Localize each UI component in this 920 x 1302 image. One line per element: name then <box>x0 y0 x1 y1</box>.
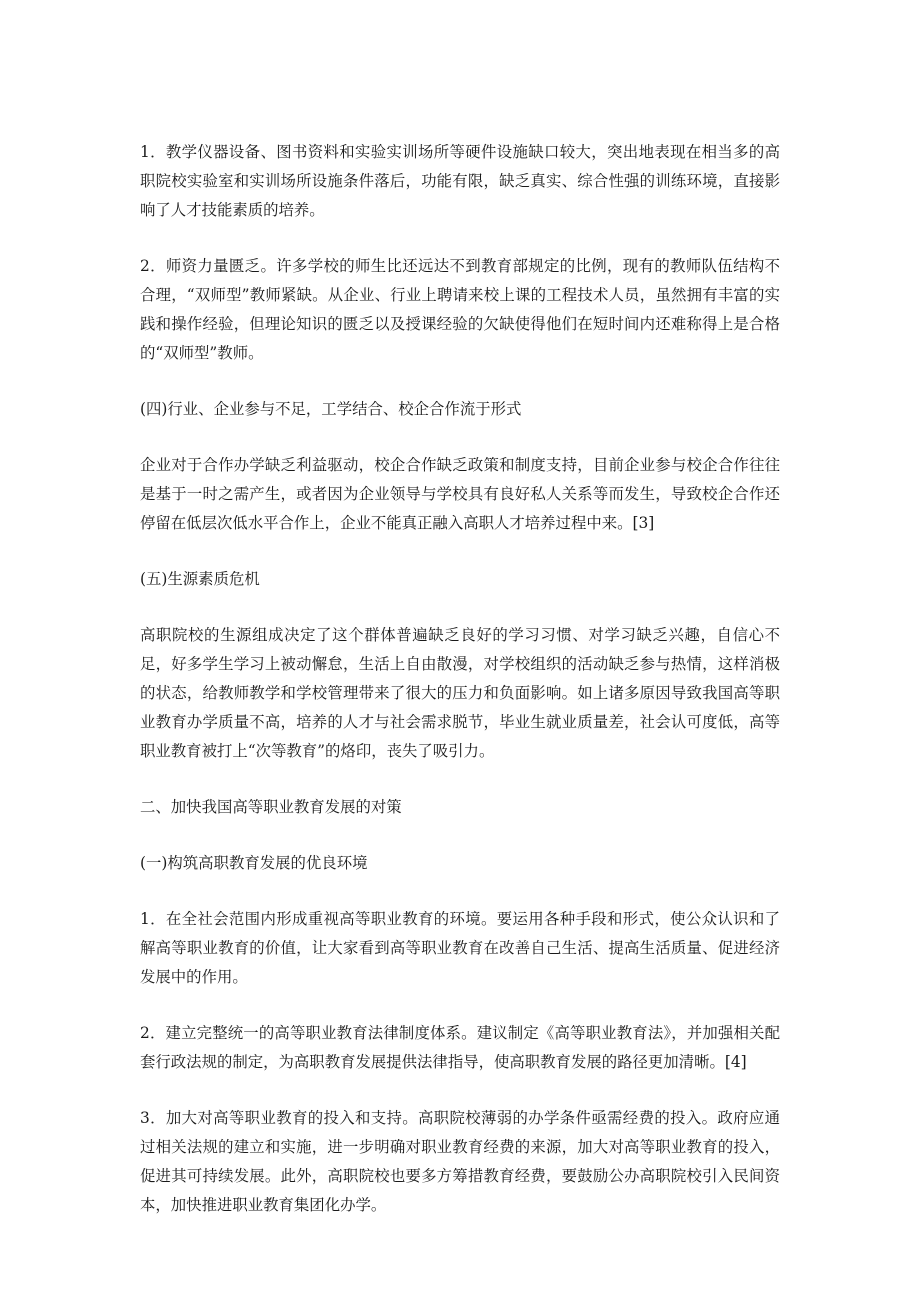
paragraph-investment-support: 3．加大对高等职业教育的投入和支持。高职院校薄弱的办学条件亟需经费的投入。政府应通过相关法规的建立和实施，进一步明确对职业教育经费的来源，加大对高等职业教育的投入，促进其可持续发展。此外，高职院校也要多方筹措教育经费，要鼓励公办高职院校引入民间资本，加快推进职业教育集团化办学。 <box>140 1109 780 1214</box>
paragraph-student-quality: 高职院校的生源组成决定了这个群体普遍缺乏良好的学习习惯、对学习缺乏兴趣，自信心不足，好多学生学习上被动懈怠，生活上自由散漫，对学校组织的活动缺乏参与热情，这样消极的状态，给教师教学和学校管理带来了很大的压力和负面影响。如上诸多原因导致我国高等职业教育办学质量不高，培养的人才与社会需求脱节，毕业生就业质量差，社会认可度低，高等职业教育被打上“次等教育”的烙印，丧失了吸引力。 <box>140 626 780 760</box>
document-page <box>140 138 780 1247</box>
paragraph-social-environment: 1．在全社会范围内形成重视高等职业教育的环境。要运用各种手段和形式，使公众认识和了解高等职业教育的价值，让大家看到高等职业教育在改善自己生活、提高生活质量、促进经济发展中的作用。 <box>140 910 780 986</box>
paragraph-hardware-shortage: 1．教学仪器设备、图书资料和实验实训场所等硬件设施缺口较大，突出地表现在相当多的高职院校实验室和实训场所设施条件落后，功能有限，缺乏真实、综合性强的训练环境，直接影响了人才技能素质的培养。 <box>140 143 780 219</box>
paragraph-enterprise-cooperation: 企业对于合作办学缺乏利益驱动，校企合作缺乏政策和制度支持，目前企业参与校企合作往往是基于一时之需产生，或者因为企业领导与学校具有良好私人关系等而发生，导致校企合作还停留在低层次低水平合作上，企业不能真正融入高职人才培养过程中来。[3] <box>140 456 780 532</box>
chapter-heading-2: 二、加快我国高等职业教育发展的对策 <box>140 798 402 816</box>
paragraph-legal-system: 2．建立完整统一的高等职业教育法律制度体系。建议制定《高等职业教育法》，并加强相关配套行政法规的制定，为高职教育发展提供法律指导，使高职教育发展的路径更加清晰。[4] <box>140 1024 780 1071</box>
section-heading-5: (五)生源素质危机 <box>140 570 260 588</box>
section-heading-4: (四)行业、企业参与不足，工学结合、校企合作流于形式 <box>140 400 522 418</box>
section-heading-1: (一)构筑高职教育发展的优良环境 <box>140 854 368 872</box>
paragraph-teacher-shortage: 2．师资力量匮乏。许多学校的师生比还远达不到教育部规定的比例，现有的教师队伍结构不合理，“双师型”教师紧缺。从企业、行业上聘请来校上课的工程技术人员，虽然拥有丰富的实践和操作经验，但理论知识的匮乏以及授课经验的欠缺使得他们在短时间内还难称得上是合格的“双师型”教师。 <box>140 257 780 362</box>
